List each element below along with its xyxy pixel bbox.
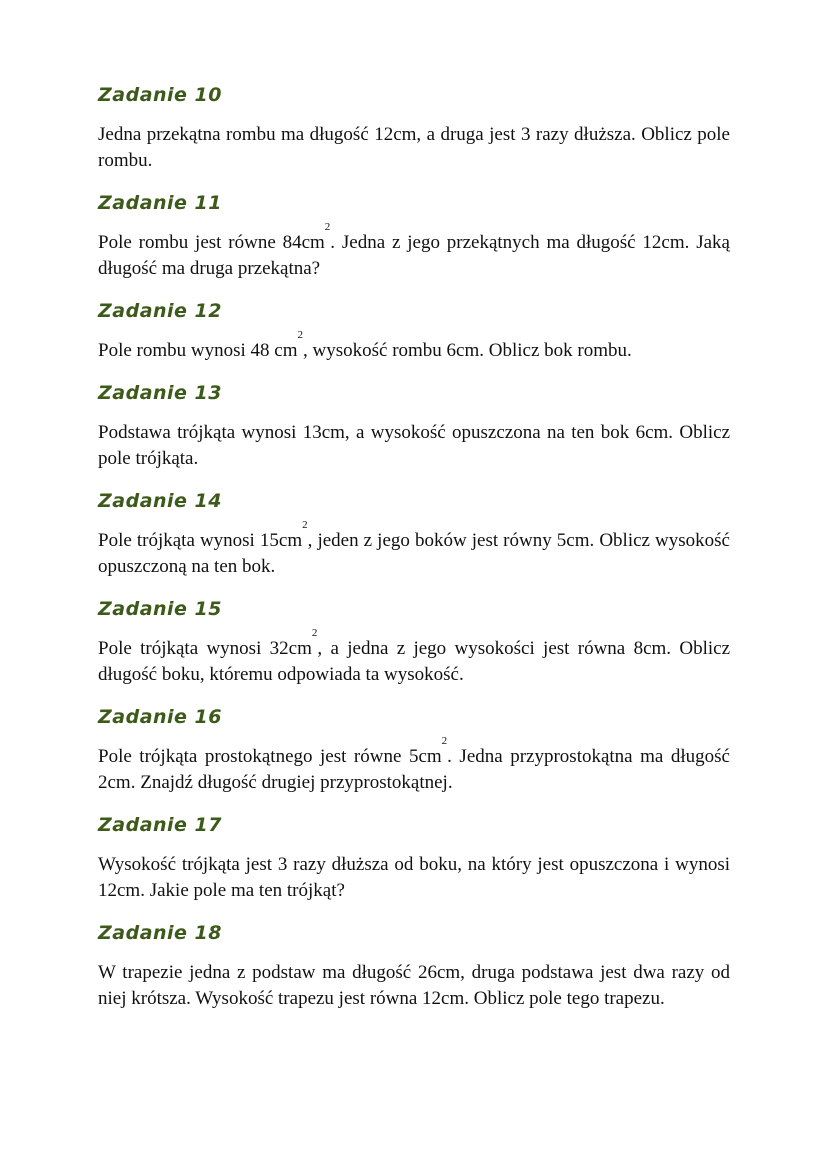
document-page: [98, 80, 730, 1058]
task-text-segment: Wysokość trójkąta jest 3 razy dłuższa od boku, na który jest opuszczona i wynosi 12cm. Jakie pole ma ten trójkąt?: [98, 854, 730, 901]
task-heading: Zadanie 18: [98, 922, 223, 944]
task-18: [98, 918, 730, 1058]
task-text: [98, 960, 730, 1012]
task-14: [98, 486, 730, 594]
task-heading: Zadanie 12: [98, 300, 223, 322]
task-text-segment: Pole trójkąta wynosi 15cm: [98, 530, 303, 551]
task-12: [98, 296, 730, 378]
task-13: [98, 378, 730, 486]
task-text-segment: Pole trójkąta prostokątnego jest równe 5cm: [98, 746, 442, 767]
task-text-segment: W trapezie jedna z podstaw ma długość 26cm, druga podstawa jest dwa razy od niej krótsza. Wysokość trapezu jest równa 12cm. Oblicz pole tego trapezu.: [98, 962, 730, 1009]
superscript-exponent: 2: [311, 627, 318, 639]
task-heading: Zadanie 17: [98, 814, 223, 836]
task-heading: Zadanie 10: [98, 84, 223, 106]
task-text: [98, 519, 730, 580]
task-heading: Zadanie 16: [98, 706, 223, 728]
superscript-exponent: 2: [297, 329, 303, 341]
superscript-exponent: 2: [324, 221, 331, 233]
task-text: [98, 122, 730, 174]
task-text: [98, 221, 730, 282]
task-text: [98, 852, 730, 904]
task-10: [98, 80, 730, 188]
superscript-exponent: 2: [441, 735, 448, 747]
task-heading: Zadanie 13: [98, 382, 223, 404]
task-text-segment: . Jedna przyprostokątna ma długość 2cm. Znajdź długość drugiej przyprostokątnej.: [98, 746, 730, 793]
task-16: [98, 702, 730, 810]
task-text: [98, 627, 731, 688]
task-text-segment: , a jedna z jego wysokości jest równa 8cm. Oblicz długość boku, któremu odpowiada ta wysokość.: [98, 638, 731, 685]
task-text-segment: . Jedna z jego przekątnych ma długość 12cm. Jaką długość ma druga przekątna?: [98, 232, 730, 279]
task-11: [98, 188, 730, 296]
task-text-segment: Pole rombu wynosi 48 cm: [98, 340, 298, 361]
superscript-exponent: 2: [302, 519, 308, 531]
task-text-segment: , wysokość rombu 6cm. Oblicz bok rombu.: [303, 340, 632, 361]
task-heading: Zadanie 11: [98, 192, 223, 214]
task-17: [98, 810, 730, 918]
task-text-segment: Pole rombu jest równe 84cm: [98, 232, 325, 253]
task-text-segment: , jeden z jego boków jest równy 5cm. Oblicz wysokość opuszczoną na ten bok.: [98, 530, 730, 577]
task-heading: Zadanie 15: [98, 598, 223, 620]
task-text: [98, 735, 730, 796]
task-text: [98, 420, 730, 472]
task-text-segment: Pole trójkąta wynosi 32cm: [98, 638, 312, 659]
task-15: [98, 594, 730, 702]
task-text: [98, 329, 730, 364]
task-heading: Zadanie 14: [98, 490, 223, 512]
task-text-segment: Jedna przekątna rombu ma długość 12cm, a druga jest 3 razy dłuższa. Oblicz pole rombu.: [98, 124, 730, 171]
task-text-segment: Podstawa trójkąta wynosi 13cm, a wysokość opuszczona na ten bok 6cm. Oblicz pole trójkąta.: [98, 422, 730, 469]
